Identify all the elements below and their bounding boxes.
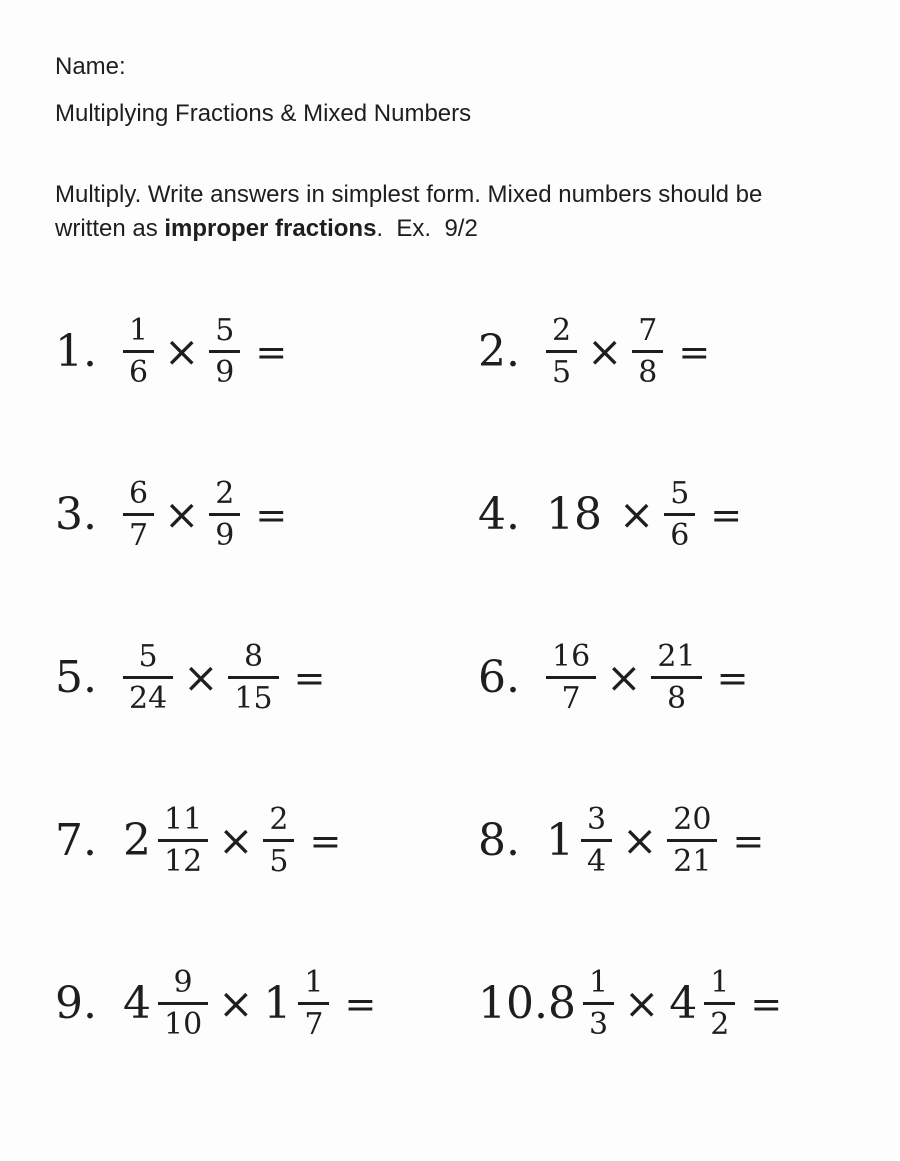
problem-4 [478, 433, 900, 596]
problem-3 [55, 433, 478, 596]
whole-number: 1 [546, 815, 574, 866]
denominator: 5 [552, 354, 572, 390]
denominator: 7 [561, 680, 581, 716]
numerator: 1 [583, 967, 614, 1005]
denominator: 6 [670, 517, 690, 553]
problem-6 [478, 596, 900, 759]
problem-number: 7. [55, 815, 97, 866]
worksheet-title: Multiplying Fractions & Mixed Numbers [55, 100, 472, 127]
numerator: 5 [123, 641, 173, 679]
fraction [123, 641, 173, 714]
problem-number: 10. [478, 978, 548, 1029]
denominator: 6 [129, 354, 149, 390]
numerator: 6 [123, 478, 154, 516]
numerator: 2 [546, 315, 577, 353]
equals-sign: = [255, 329, 288, 374]
numerator: 8 [228, 641, 278, 679]
fraction [298, 967, 329, 1040]
equals-sign: = [255, 492, 288, 537]
fraction [632, 315, 663, 388]
denominator: 7 [129, 517, 149, 553]
problem-9 [55, 922, 478, 1085]
equals-sign: = [750, 981, 783, 1026]
numerator: 2 [263, 804, 294, 842]
multiplication-sign: × [622, 816, 658, 865]
multiplication-sign: × [218, 979, 254, 1028]
instructions-line2-suffix: . Ex. 9/2 [376, 215, 478, 242]
fraction [158, 804, 208, 877]
numerator: 1 [123, 315, 154, 353]
fraction [263, 804, 294, 877]
numerator: 21 [651, 641, 701, 679]
fraction [583, 967, 614, 1040]
problem-2 [478, 270, 900, 433]
multiplication-sign: × [183, 653, 219, 702]
fraction [123, 478, 154, 551]
problem-number: 5. [55, 652, 97, 703]
problem-number: 1. [55, 326, 97, 377]
denominator: 5 [269, 843, 289, 879]
multiplication-sign: × [218, 816, 254, 865]
multiplication-sign: × [619, 490, 655, 539]
equals-sign: = [309, 818, 342, 863]
problem-number: 9. [55, 978, 97, 1029]
denominator: 21 [673, 843, 712, 879]
equals-sign: = [344, 981, 377, 1026]
whole-number: 18 [546, 489, 602, 540]
problem-number: 4. [478, 489, 520, 540]
whole-number: 2 [123, 815, 151, 866]
denominator: 3 [588, 1006, 609, 1042]
problem-10 [478, 922, 900, 1085]
instructions-bold-phrase: improper fractions [164, 215, 377, 242]
denominator: 12 [164, 843, 203, 879]
multiplication-sign: × [164, 490, 200, 539]
multiplication-sign: × [606, 653, 642, 702]
numerator: 11 [158, 804, 208, 842]
numerator: 1 [298, 967, 329, 1005]
problem-5 [55, 596, 478, 759]
multiplication-sign: × [624, 979, 660, 1028]
fraction [546, 315, 577, 388]
numerator: 7 [632, 315, 663, 353]
fraction [704, 967, 735, 1040]
problem-number: 3. [55, 489, 97, 540]
problems-grid [55, 270, 900, 1085]
multiplication-sign: × [164, 327, 200, 376]
denominator: 9 [215, 517, 235, 553]
multiplication-sign: × [587, 327, 623, 376]
denominator: 4 [587, 843, 607, 879]
denominator: 8 [638, 354, 658, 390]
fraction [228, 641, 278, 714]
problem-number: 2. [478, 326, 520, 377]
instructions-line1: Multiply. Write answers in simplest form. Mixed numbers should be [55, 181, 763, 208]
numerator: 5 [664, 478, 695, 516]
numerator: 16 [546, 641, 596, 679]
numerator: 20 [667, 804, 717, 842]
denominator: 9 [215, 354, 235, 390]
numerator: 1 [704, 967, 735, 1005]
denominator: 15 [234, 680, 273, 716]
whole-number: 1 [263, 978, 292, 1029]
name-label: Name: [55, 53, 126, 80]
problem-number: 6. [478, 652, 520, 703]
denominator: 2 [710, 1006, 730, 1042]
fraction [667, 804, 717, 877]
whole-number: 8 [547, 978, 576, 1029]
fraction [209, 315, 240, 388]
numerator: 5 [209, 315, 240, 353]
fraction [651, 641, 701, 714]
whole-number: 4 [669, 978, 698, 1029]
problem-7 [55, 759, 478, 922]
instructions [55, 178, 825, 246]
problem-number: 8. [478, 815, 520, 866]
numerator: 2 [209, 478, 240, 516]
numerator: 9 [158, 967, 208, 1005]
fraction [158, 967, 208, 1040]
fraction [546, 641, 596, 714]
numerator: 3 [581, 804, 612, 842]
problem-8 [478, 759, 900, 922]
fraction [581, 804, 612, 877]
denominator: 24 [129, 680, 168, 716]
equals-sign: = [678, 329, 711, 374]
whole-number: 4 [123, 978, 151, 1029]
problem-1 [55, 270, 478, 433]
denominator: 7 [304, 1006, 324, 1042]
denominator: 8 [666, 680, 687, 716]
equals-sign: = [293, 655, 326, 700]
denominator: 10 [164, 1006, 203, 1042]
fraction [123, 315, 154, 388]
equals-sign: = [716, 655, 749, 700]
equals-sign: = [710, 492, 743, 537]
instructions-line2-prefix: written as [55, 215, 165, 242]
equals-sign: = [732, 818, 765, 863]
fraction [664, 478, 695, 551]
fraction [209, 478, 240, 551]
